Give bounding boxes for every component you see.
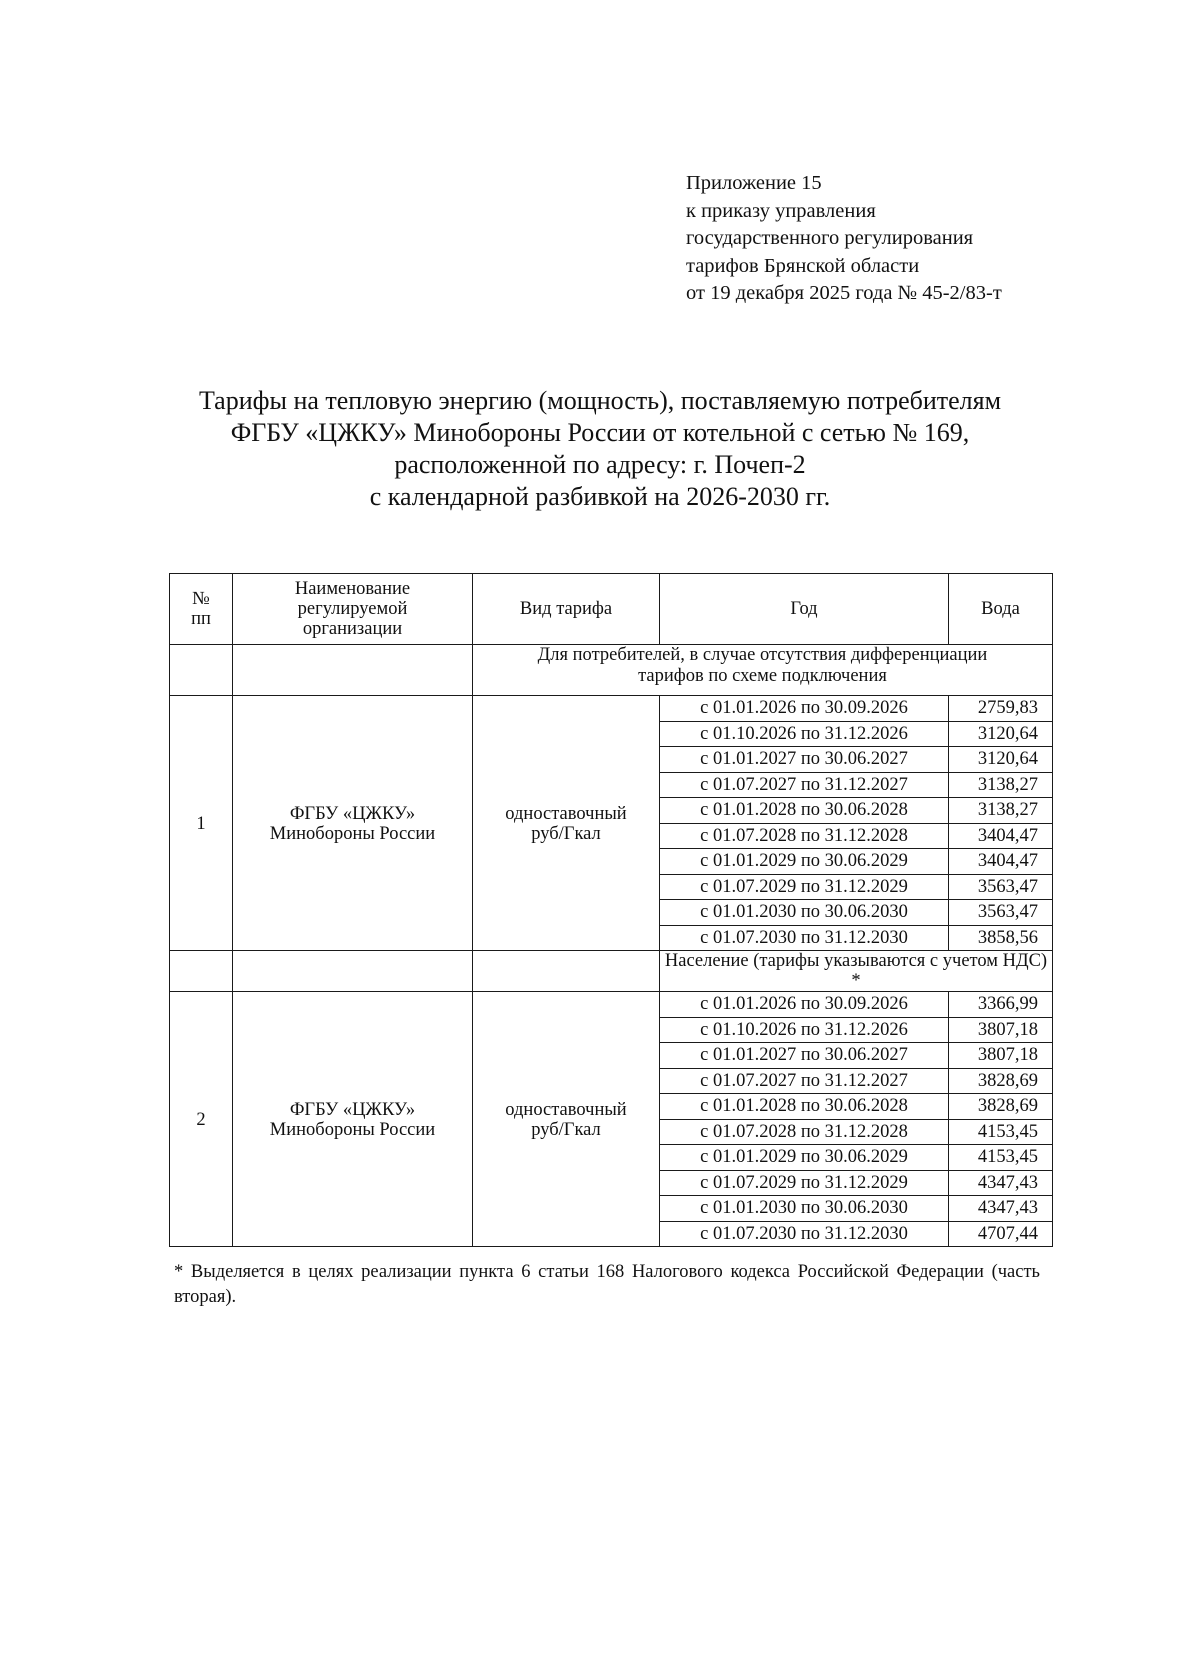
period-cell: с 01.10.2026 по 31.12.2026 <box>660 1017 949 1043</box>
water-value-cell: 3828,69 <box>949 1094 1053 1120</box>
water-value-cell: 3366,99 <box>949 992 1053 1018</box>
header-org-line: регулируемой <box>297 599 408 619</box>
row-number: 2 <box>170 992 233 1247</box>
header-org <box>233 574 473 645</box>
empty-cell <box>473 951 660 992</box>
organization-line: Минобороны России <box>269 1120 436 1140</box>
band-caption: Население (тарифы указываются с учетом НДС) * <box>660 951 1053 992</box>
tariff-kind-line: одноставочный <box>505 1100 627 1120</box>
water-value-cell: 3828,69 <box>949 1068 1053 1094</box>
appendix-line: государственного регулирования <box>686 227 974 249</box>
period-cell: с 01.07.2029 по 31.12.2029 <box>660 874 949 900</box>
tariff-kind-line: одноставочный <box>505 804 627 824</box>
tariff-table <box>169 573 1053 1247</box>
organization-line: Минобороны России <box>269 824 436 844</box>
tariff-kind-cell <box>473 696 660 951</box>
header-num <box>170 574 233 645</box>
appendix-line: тарифов Брянской области <box>686 254 920 277</box>
tariff-kind-line: руб/Гкал <box>531 824 601 844</box>
water-value-cell: 4707,44 <box>949 1221 1053 1247</box>
water-value-cell: 3138,27 <box>949 772 1053 798</box>
header-kind: Вид тарифа <box>473 574 660 645</box>
title-line: Тарифы на тепловую энергию (мощность), поставляемую потребителям <box>198 386 1002 415</box>
water-value-cell: 3120,64 <box>949 721 1053 747</box>
row-number: 1 <box>170 696 233 951</box>
water-value-cell: 4347,43 <box>949 1196 1053 1222</box>
document-title <box>0 385 1200 513</box>
title-line: расположенной по адресу: г. Почеп-2 <box>394 450 806 479</box>
tariff-kind-cell <box>473 992 660 1247</box>
appendix-line: к приказу управления <box>686 199 876 222</box>
header-org-line: Наименование <box>294 579 411 599</box>
water-value-cell: 2759,83 <box>949 696 1053 722</box>
group-caption-line: Для потребителей, в случае отсутствия дифференциации <box>537 645 988 665</box>
period-cell: с 01.01.2028 по 30.06.2028 <box>660 798 949 824</box>
water-value-cell: 4153,45 <box>949 1145 1053 1171</box>
footnote: * Выделяется в целях реализации пункта 6 статьи 168 Налогового кодекса Российской Федерации (часть вторая). <box>174 1262 1040 1307</box>
period-cell: с 01.07.2030 по 31.12.2030 <box>660 925 949 951</box>
band-caption-row <box>170 951 1053 992</box>
period-cell: с 01.01.2028 по 30.06.2028 <box>660 1094 949 1120</box>
period-cell: с 01.07.2028 по 31.12.2028 <box>660 1119 949 1145</box>
water-value-cell: 3404,47 <box>949 823 1053 849</box>
period-cell: с 01.07.2030 по 31.12.2030 <box>660 1221 949 1247</box>
organization-line: ФГБУ «ЦЖКУ» <box>289 804 416 824</box>
period-cell: с 01.01.2029 по 30.06.2029 <box>660 1145 949 1171</box>
water-value-cell: 3404,47 <box>949 849 1053 875</box>
title-line: ФГБУ «ЦЖКУ» Минобороны России от котельной с сетью № 169, <box>230 418 970 447</box>
period-cell: с 01.01.2027 по 30.06.2027 <box>660 747 949 773</box>
title-line: с календарной разбивкой на 2026-2030 гг. <box>369 482 831 511</box>
period-cell: с 01.07.2029 по 31.12.2029 <box>660 1170 949 1196</box>
group-caption-row <box>170 645 1053 696</box>
period-cell: с 01.01.2026 по 30.09.2026 <box>660 992 949 1018</box>
table-row <box>170 992 1053 1018</box>
water-value-cell: 3120,64 <box>949 747 1053 773</box>
period-cell: с 01.01.2030 по 30.06.2030 <box>660 900 949 926</box>
period-cell: с 01.07.2027 по 31.12.2027 <box>660 1068 949 1094</box>
water-value-cell: 3563,47 <box>949 900 1053 926</box>
appendix-line: Приложение 15 <box>686 172 822 194</box>
appendix-block <box>686 170 1002 308</box>
period-cell: с 01.10.2026 по 31.12.2026 <box>660 721 949 747</box>
period-cell: с 01.07.2028 по 31.12.2028 <box>660 823 949 849</box>
period-cell: с 01.01.2026 по 30.09.2026 <box>660 696 949 722</box>
period-cell: с 01.01.2027 по 30.06.2027 <box>660 1043 949 1069</box>
appendix-line: от 19 декабря 2025 года № 45-2/83-т <box>686 282 1002 304</box>
header-num-line: пп <box>191 609 211 629</box>
period-cell: с 01.01.2030 по 30.06.2030 <box>660 1196 949 1222</box>
organization-cell <box>233 696 473 951</box>
water-value-cell: 3563,47 <box>949 874 1053 900</box>
organization-line: ФГБУ «ЦЖКУ» <box>289 1100 416 1120</box>
water-value-cell: 3858,56 <box>949 925 1053 951</box>
water-value-cell: 4347,43 <box>949 1170 1053 1196</box>
empty-cell <box>170 645 233 696</box>
header-num-line: № <box>192 589 210 609</box>
water-value-cell: 3807,18 <box>949 1043 1053 1069</box>
period-cell: с 01.07.2027 по 31.12.2027 <box>660 772 949 798</box>
organization-cell <box>233 992 473 1247</box>
water-value-cell: 3138,27 <box>949 798 1053 824</box>
table-row <box>170 696 1053 722</box>
group-caption-line: тарифов по схеме подключения <box>638 666 887 686</box>
tariff-kind-line: руб/Гкал <box>531 1120 601 1140</box>
water-value-cell: 3807,18 <box>949 1017 1053 1043</box>
period-cell: с 01.01.2029 по 30.06.2029 <box>660 849 949 875</box>
empty-cell <box>233 645 473 696</box>
water-value-cell: 4153,45 <box>949 1119 1053 1145</box>
empty-cell <box>170 951 233 992</box>
header-water: Вода <box>949 574 1053 645</box>
header-row <box>170 574 1053 645</box>
header-year: Год <box>660 574 949 645</box>
group-caption <box>473 645 1053 696</box>
header-org-line: организации <box>302 619 403 639</box>
empty-cell <box>233 951 473 992</box>
